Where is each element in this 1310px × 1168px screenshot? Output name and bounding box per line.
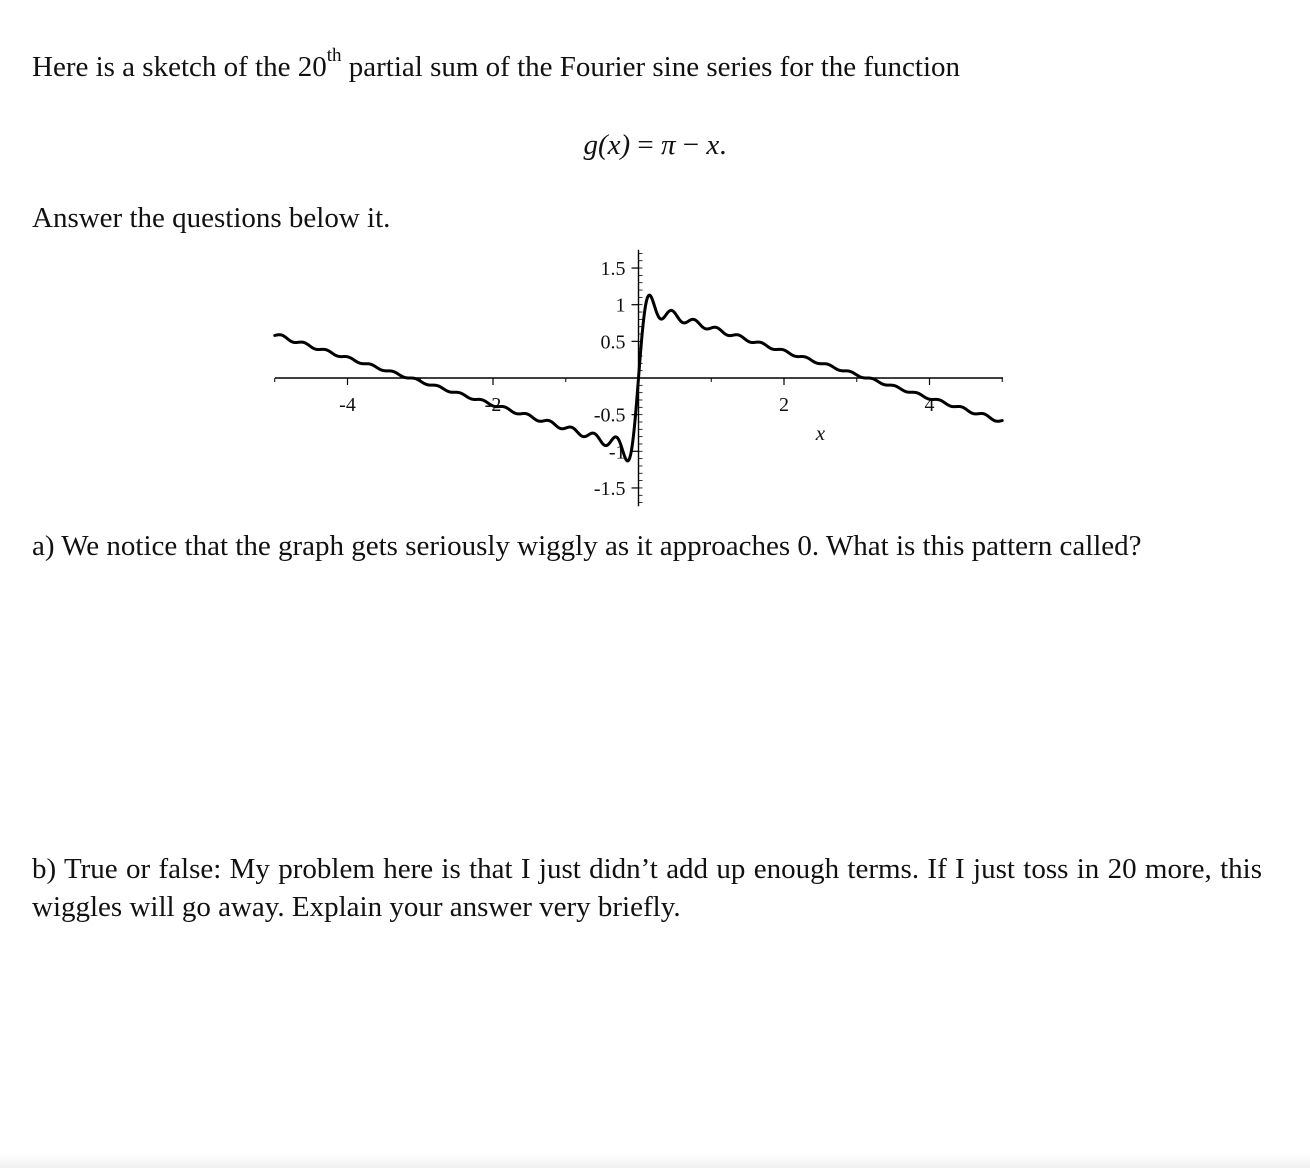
x-tick-label: -2 <box>484 394 502 416</box>
formula-lhs: g(x) <box>583 129 631 161</box>
x-tick-label: -4 <box>339 394 356 416</box>
fourier-partial-sum-chart <box>0 0 1310 520</box>
y-tick-label: -1.5 <box>593 477 626 500</box>
page-bottom-edge <box>0 1154 1310 1168</box>
question-a: a) We notice that the graph gets seriously wiggly as it approaches 0. What is this pattern called? <box>32 530 1142 562</box>
y-tick-label: -1 <box>608 441 626 464</box>
intro-text-end: partial sum of the Fourier sine series for the function <box>341 51 961 83</box>
y-tick-label: 0.5 <box>600 331 626 354</box>
formula-minus: − <box>675 129 707 161</box>
formula-equals: = <box>630 129 662 161</box>
formula-period: . <box>719 129 727 161</box>
y-tick-label: 1.5 <box>600 258 626 281</box>
formula-variable: x <box>706 129 720 161</box>
formula-pi: π <box>661 129 676 161</box>
intro-text-start: Here is a sketch of the 20 <box>32 51 327 83</box>
answer-instruction: Answer the questions below it. <box>32 202 391 234</box>
x-axis-title: x <box>815 421 826 445</box>
question-b: b) True or false: My problem here is that I just didn’t add up enough terms. If I just toss in 20 more, this wiggles will go away. Explain your answer very briefly. <box>32 853 1262 923</box>
y-tick-label: -0.5 <box>593 404 626 427</box>
x-tick-label: 2 <box>779 394 789 416</box>
x-tick-label: 4 <box>924 394 935 416</box>
y-tick-label: 1 <box>615 294 626 317</box>
ordinal-superscript: th <box>326 45 342 67</box>
chart-tick-labels <box>339 258 934 500</box>
